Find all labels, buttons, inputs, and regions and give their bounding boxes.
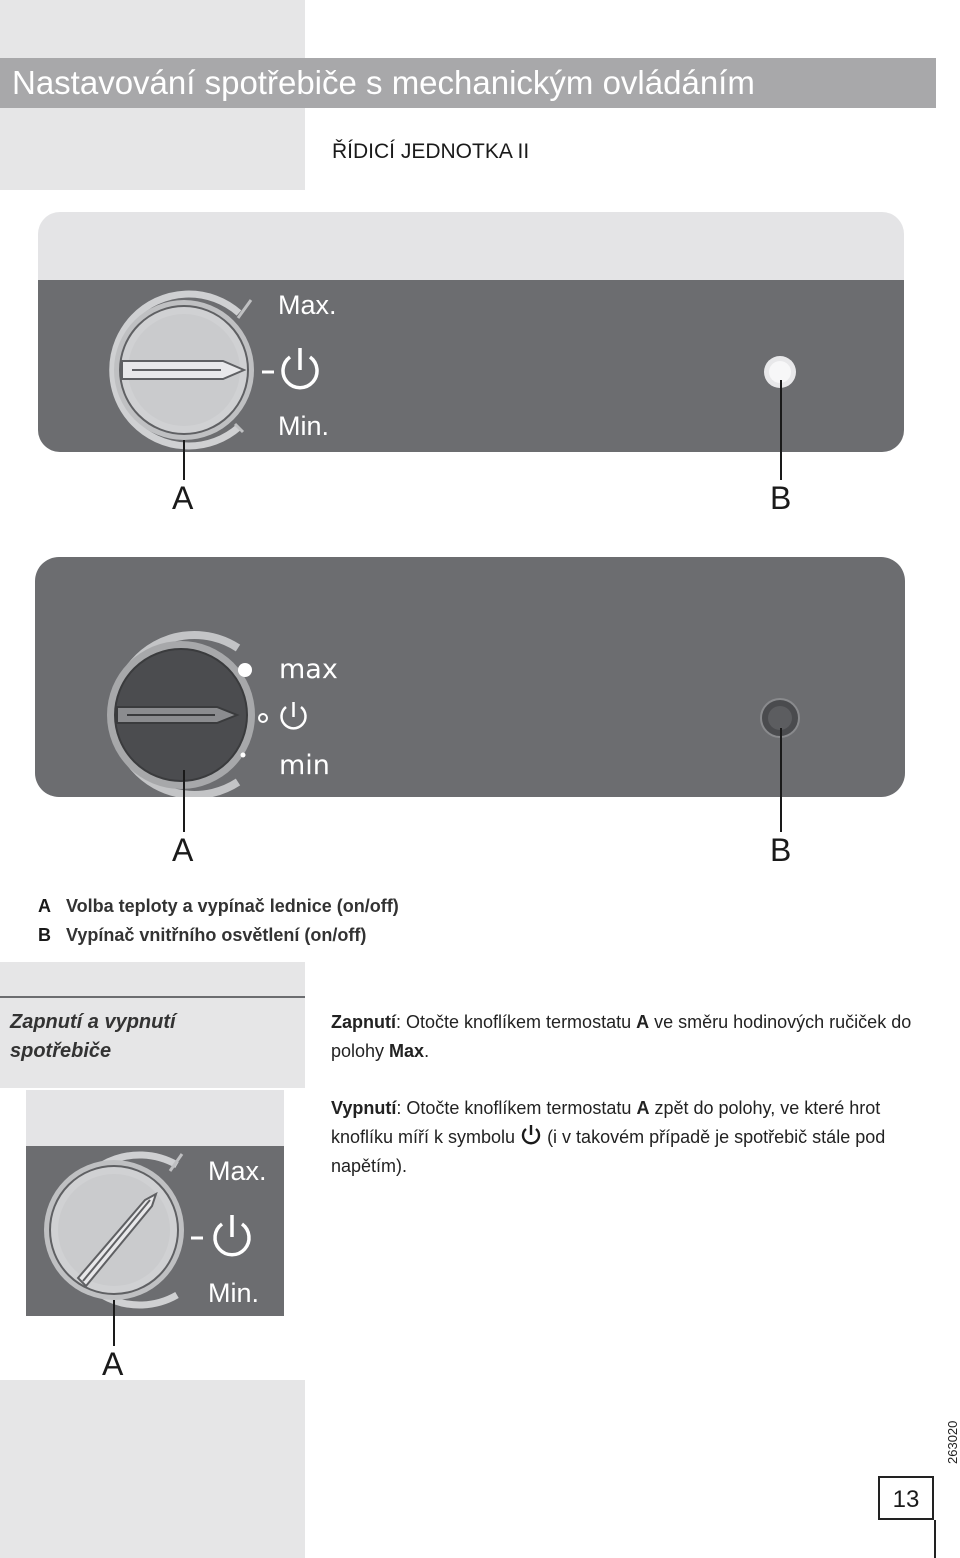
panel-3-max-label: Max. [208, 1156, 267, 1186]
callout-line-a-2 [183, 770, 185, 832]
text-run: : Otočte knoflíkem termostatu [396, 1098, 637, 1118]
switch-off-paragraph [331, 1094, 936, 1181]
text-run: ve směru hodinových ručiček do polohy [331, 1012, 912, 1061]
callout-a-1: A [172, 480, 194, 516]
panel-3-min-label: Min. [208, 1278, 260, 1308]
text-run: Max [389, 1041, 425, 1061]
section-heading-line2: spotřebiče [10, 1040, 112, 1062]
text-run: : Otočte knoflíkem termostatu [396, 1012, 637, 1032]
callout-a-2: A [172, 832, 194, 868]
switch-on-paragraph [331, 1008, 936, 1066]
text-run: A [636, 1098, 650, 1118]
switch-off-title: Vypnutí [331, 1098, 397, 1118]
legend-item-b [38, 925, 366, 946]
callout-line-a-1 [183, 440, 185, 480]
panel-2-min-label: min [279, 750, 330, 781]
sidebar-bottom [0, 1380, 305, 1558]
document-code: 263020 [945, 1420, 960, 1464]
text-run: . [424, 1041, 430, 1061]
panel-2-max-label: max [279, 654, 338, 685]
text-run: zpět do polohy, ve které hrot knoflíku míří k symbolu [331, 1098, 881, 1147]
page-number-rule [934, 1520, 936, 1558]
text-run: (i v takovém případě je spotřebič stále pod napětím). [331, 1127, 886, 1176]
legend-text: Volba teploty a vypínač lednice (on/off) [66, 896, 399, 916]
control-panel-3 [26, 1090, 284, 1320]
control-panel-1 [38, 212, 904, 452]
callout-b-2: B [770, 832, 792, 868]
power-icon [520, 1124, 542, 1146]
callout-a-3: A [102, 1346, 124, 1382]
legend-key: A [38, 896, 51, 916]
callout-line-b-1 [780, 380, 782, 480]
legend-text: Vypínač vnitřního osvětlení (on/off) [66, 925, 367, 945]
panel-1-min-label: Min. [278, 411, 330, 441]
section-heading [10, 1008, 300, 1066]
section-heading-line1: Zapnutí a vypnutí [10, 1011, 176, 1033]
legend-item-a [38, 896, 399, 917]
page-number: 13 [878, 1476, 934, 1520]
callout-line-a-3 [113, 1300, 115, 1346]
page-title: Nastavování spotřebiče s mechanickým ovládáním [0, 58, 936, 108]
panel-3-top-strip [26, 1090, 284, 1146]
section-subtitle: ŘÍDICÍ JEDNOTKA II [332, 140, 530, 163]
switch-on-title: Zapnutí [331, 1012, 396, 1032]
callout-line-b-2 [780, 728, 782, 832]
control-panel-2 [35, 557, 905, 797]
legend-key: B [38, 925, 51, 945]
panel-1-max-label: Max. [278, 290, 337, 320]
text-run: A [636, 1012, 650, 1032]
sidebar-divider [0, 996, 305, 998]
callout-b-1: B [770, 480, 792, 516]
